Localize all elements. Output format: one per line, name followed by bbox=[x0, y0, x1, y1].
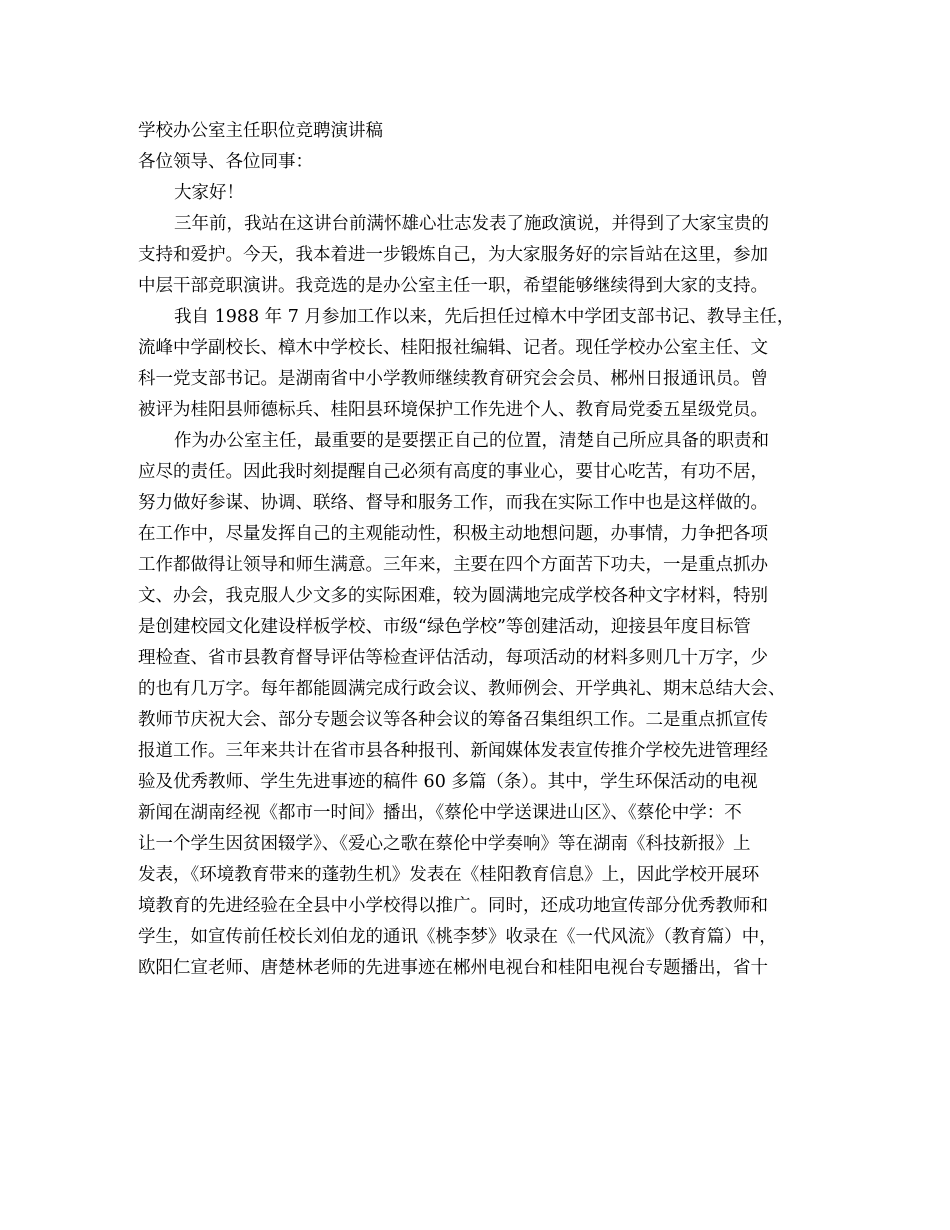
paragraph-3 bbox=[138, 428, 818, 986]
text-line: 被评为桂阳县师德标兵、桂阳县环境保护工作先进个人、教育局党委五星级党员。 bbox=[138, 400, 768, 420]
document-title: 学校办公室主任职位竞聘演讲稿 bbox=[138, 121, 383, 141]
text-line: 文、办会，我克服人少文多的实际困难，较为圆满地完成学校各种文字材料，特别 bbox=[138, 586, 768, 606]
greeting: 大家好！ bbox=[174, 183, 244, 203]
salutation: 各位领导、各位同事： bbox=[138, 152, 313, 172]
text-line: 验及优秀教师、学生先进事迹的稿件 60 多篇（条）。其中，学生环保活动的电视 bbox=[138, 772, 758, 792]
text-line: 理检查、省市县教育督导评估等检查评估活动，每项活动的材料多则几十万字，少 bbox=[138, 648, 768, 668]
text-line: 三年前，我站在这讲台前满怀雄心壮志发表了施政演说，并得到了大家宝贵的 bbox=[174, 214, 769, 234]
text-line: 应尽的责任。因此我时刻提醒自己必须有高度的事业心，要甘心吃苦，有功不居， bbox=[138, 462, 768, 482]
text-line: 学生，如宣传前任校长刘伯龙的通讯《桃李梦》收录在《一代风流》（教育篇）中， bbox=[138, 927, 777, 947]
text-line: 让一个学生因贫困辍学》、《爱心之歌在蔡伦中学奏响》等在湖南《科技新报》上 bbox=[138, 834, 751, 854]
text-line: 发表，《环境教育带来的蓬勃生机》发表在《桂阳教育信息》上，因此学校开展环 bbox=[138, 865, 760, 885]
text-line: 是创建校园文化建设样板学校、市级“绿色学校”等创建活动，迎接县年度目标管 bbox=[138, 617, 751, 637]
text-line: 科一党支部书记。是湖南省中小学教师继续教育研究会会员、郴州日报通讯员。曾 bbox=[138, 369, 768, 389]
document-page bbox=[138, 118, 818, 986]
text-line: 流峰中学副校长、樟木中学校长、桂阳报社编辑、记者。现任学校办公室主任、文 bbox=[138, 338, 768, 358]
text-line: 境教育的先进经验在全县中小学校得以推广。同时，还成功地宣传部分优秀教师和 bbox=[138, 896, 768, 916]
text-line: 报道工作。三年来共计在省市县各种报刊、新闻媒体发表宣传推介学校先进管理经 bbox=[138, 741, 768, 761]
paragraph-2 bbox=[138, 304, 818, 428]
text-line: 欧阳仁宣老师、唐楚林老师的先进事迹在郴州电视台和桂阳电视台专题播出，省十 bbox=[138, 958, 768, 978]
text-line: 我自 1988 年 7 月参加工作以来，先后担任过樟木中学团支部书记、教导主任， bbox=[174, 307, 795, 327]
paragraph-1 bbox=[138, 211, 818, 304]
text-line: 作为办公室主任，最重要的是要摆正自己的位置，清楚自己所应具备的职责和 bbox=[174, 431, 769, 451]
text-line: 努力做好参谋、协调、联络、督导和服务工作，而我在实际工作中也是这样做的。 bbox=[138, 493, 768, 513]
text-line: 教师节庆祝大会、部分专题会议等各种会议的筹备召集组织工作。二是重点抓宣传 bbox=[138, 710, 768, 730]
text-line: 新闻在湖南经视《都市一时间》播出，《蔡伦中学送课进山区》、《蔡伦中学：不 bbox=[138, 803, 742, 823]
text-line: 工作都做得让领导和师生满意。三年来，主要在四个方面苦下功夫，一是重点抓办 bbox=[138, 555, 768, 575]
text-line: 中层干部竞职演讲。我竞选的是办公室主任一职，希望能够继续得到大家的支持。 bbox=[138, 276, 768, 296]
text-line: 在工作中，尽量发挥自己的主观能动性，积极主动地想问题，办事情，力争把各项 bbox=[138, 524, 768, 544]
text-line: 的也有几万字。每年都能圆满完成行政会议、教师例会、开学典礼、期末总结大会、 bbox=[138, 679, 786, 699]
text-line: 支持和爱护。今天，我本着进一步锻炼自己，为大家服务好的宗旨站在这里，参加 bbox=[138, 245, 768, 265]
